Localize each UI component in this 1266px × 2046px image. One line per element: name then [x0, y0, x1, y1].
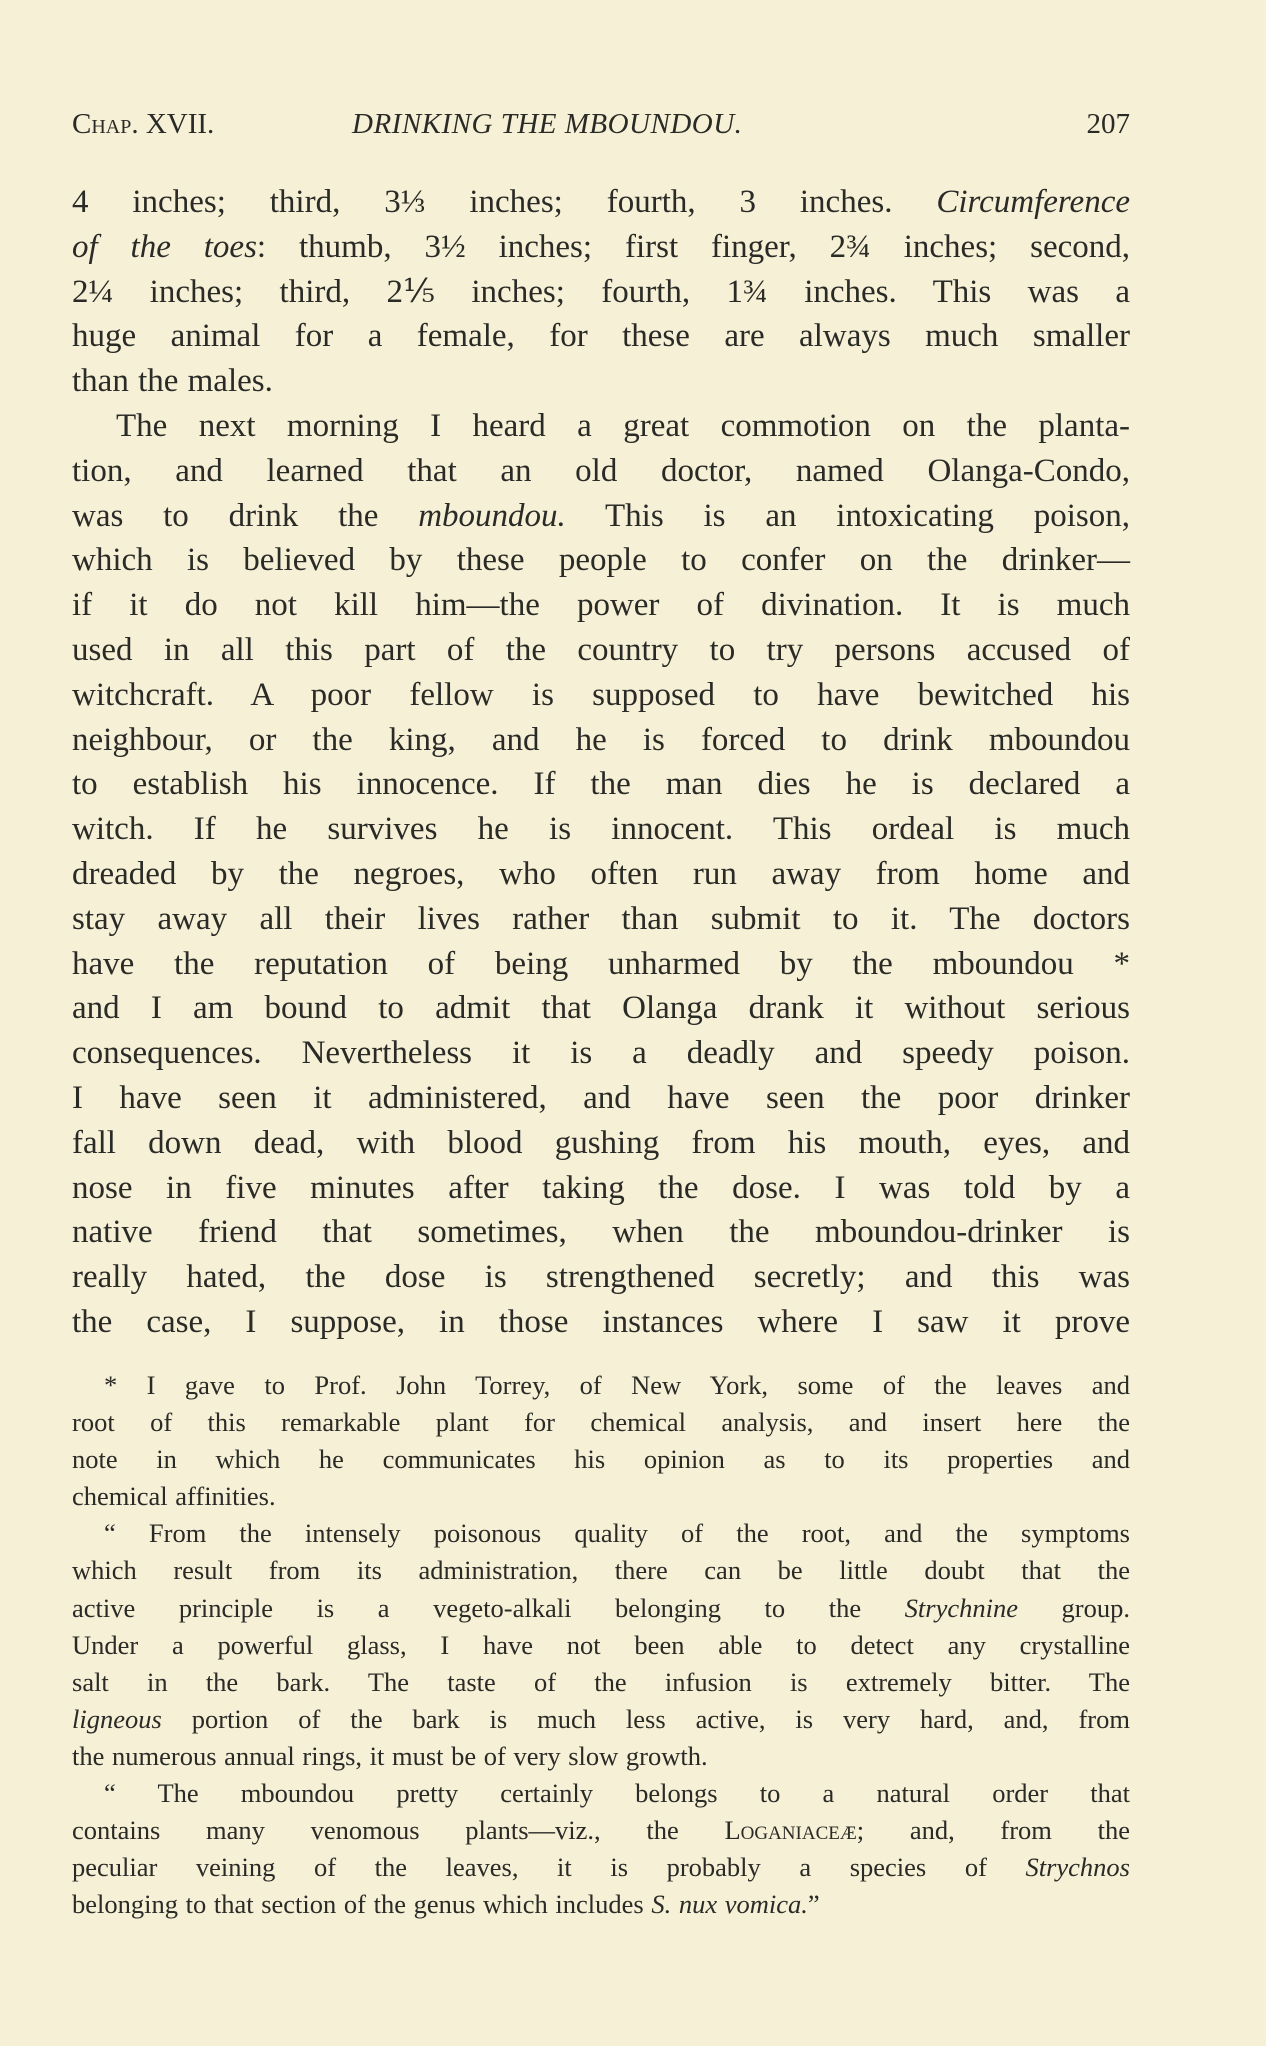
text-run: witchcraft. A poor fellow is supposed to have bewitched his [72, 676, 1130, 713]
chapter-label: Chap. XVII. [72, 108, 215, 140]
footnote-line [72, 1367, 1130, 1404]
footnote-line [72, 1441, 1130, 1478]
footnote-line [72, 1775, 1130, 1812]
text-run: native friend that sometimes, when the mboundou-drinker is [72, 1214, 1130, 1251]
text-run: The next morning I heard a great commotion on the planta- [116, 407, 1130, 444]
body-line [72, 1031, 1130, 1076]
text-run: Under a powerful glass, I have not been able to detect any crystalline [72, 1629, 1130, 1660]
footnote-line [72, 1886, 1130, 1923]
italic-text: of the toes [72, 228, 257, 265]
text-run: have the reputation of being unharmed by the mboundou * [72, 945, 1130, 982]
text-run: consequences. Nevertheless it is a deadly and speedy poison. [72, 1035, 1130, 1072]
text-run: was to drink the [72, 497, 419, 534]
body-line [72, 942, 1130, 987]
text-run: ; and, from the [856, 1815, 1130, 1846]
footnote-line [72, 1478, 1130, 1515]
body-line [72, 494, 1130, 539]
text-run: tion, and learned that an old doctor, named Olanga-Condo, [72, 452, 1130, 489]
italic-text: Circumference [936, 184, 1130, 220]
body-line [72, 673, 1130, 718]
text-run: which is believed by these people to confer on the drinker— [72, 542, 1130, 579]
body-line [72, 359, 1130, 404]
text-run: which result from its administration, there can be little doubt that the [72, 1555, 1130, 1586]
italic-text: Strychnine [904, 1592, 1018, 1623]
text-run: ” [807, 1889, 820, 1920]
text-run: really hated, the dose is strengthened secretly; and this was [72, 1259, 1130, 1296]
text-run: salt in the bark. The taste of the infusion is extremely bitter. The [72, 1666, 1130, 1697]
text-run: “ From the intensely poisonous quality of the root, and the symptoms [104, 1518, 1130, 1549]
footnote-line [72, 1849, 1130, 1886]
text-run: belonging to that section of the genus which includes [72, 1889, 652, 1920]
text-run: I have seen it administered, and have seen the poor drinker [72, 1079, 1130, 1116]
footnote-line [72, 1590, 1130, 1627]
italic-text: Strychnos [1025, 1852, 1130, 1883]
body-line [72, 762, 1130, 807]
body-line [72, 270, 1130, 315]
footnote-line [72, 1701, 1130, 1738]
text-run: if it do not kill him—the power of divination. It is much [72, 587, 1130, 624]
body-line [72, 314, 1130, 359]
text-run: used in all this part of the country to try persons accused of [72, 631, 1130, 668]
text-run: nose in five minutes after taking the dose. I was told by a [72, 1169, 1130, 1206]
body-line [72, 1166, 1130, 1211]
footnote-line [72, 1515, 1130, 1552]
body-line [72, 538, 1130, 583]
body-line [72, 628, 1130, 673]
footnote-line [72, 1627, 1130, 1664]
body-line [72, 404, 1130, 449]
text-run: neighbour, or the king, and he is forced to drink mboundou [72, 721, 1130, 758]
body-line [72, 1300, 1130, 1345]
text-run: and I am bound to admit that Olanga drank it without serious [72, 990, 1130, 1027]
italic-text: mboundou. [418, 497, 566, 534]
body-line [72, 1255, 1130, 1300]
text-run: the case, I suppose, in those instances where I saw it prove [72, 1303, 1130, 1340]
body-line [72, 449, 1130, 494]
running-title: DRINKING THE MBOUNDOU. [352, 108, 743, 140]
body-line [72, 583, 1130, 628]
text-run: active principle is a vegeto-alkali belonging to the [72, 1592, 905, 1623]
text-run: 4 inches; third, 3⅓ inches; fourth, 3 inches. [72, 184, 937, 220]
body-line [72, 1121, 1130, 1166]
text-run: peculiar veining of the leaves, it is probably a species of [72, 1852, 1026, 1883]
running-header [72, 108, 1130, 148]
text-run: root of this remarkable plant for chemical analysis, and insert here the [72, 1407, 1130, 1438]
body-line [72, 1210, 1130, 1255]
text-run: “ The mboundou pretty certainly belongs to a natural order that [104, 1778, 1130, 1809]
text-run: the numerous annual rings, it must be of very slow growth. [72, 1740, 708, 1771]
body-line [72, 897, 1130, 942]
body-line [72, 807, 1130, 852]
body-line [72, 1076, 1130, 1121]
text-run: * I gave to Prof. John Torrey, of New York, some of the leaves and [104, 1370, 1130, 1400]
text-run: stay away all their lives rather than submit to it. The doctors [72, 900, 1130, 937]
italic-text: S. nux vomica. [651, 1889, 808, 1920]
text-run: portion of the bark is much less active, is very hard, and, from [161, 1703, 1130, 1734]
text-run: witch. If he survives he is innocent. This ordeal is much [72, 811, 1130, 848]
page-number: 207 [1086, 108, 1130, 140]
footnote-line [72, 1738, 1130, 1775]
footnote-line [72, 1664, 1130, 1701]
footnote-line [72, 1812, 1130, 1849]
text-run: fall down dead, with blood gushing from his mouth, eyes, and [72, 1124, 1130, 1161]
body-line [72, 225, 1130, 270]
italic-text: ligneous [72, 1703, 162, 1734]
text-run: contains many venomous plants—viz., the [72, 1815, 725, 1846]
footnote-line [72, 1404, 1130, 1441]
text-run: This is an intoxicating poison, [565, 497, 1130, 534]
text-run: : thumb, 3½ inches; first finger, 2¾ inches; second, [256, 228, 1130, 265]
body-line [72, 718, 1130, 763]
small-caps-text: Loganiaceæ [724, 1815, 857, 1846]
text-run: note in which he communicates his opinion as to its properties and [72, 1444, 1130, 1475]
text-run: to establish his innocence. If the man dies he is declared a [72, 766, 1130, 803]
text-run: group. [1017, 1592, 1130, 1623]
body-line [72, 852, 1130, 897]
text-run: dreaded by the negroes, who often run away from home and [72, 855, 1130, 892]
footnote-line [72, 1552, 1130, 1589]
text-run: than the males. [72, 363, 273, 400]
body-line [72, 180, 1130, 225]
text-run: huge animal for a female, for these are always much smaller [72, 318, 1130, 355]
text-run: chemical affinities. [72, 1481, 276, 1512]
body-text [72, 180, 1130, 1345]
body-line [72, 986, 1130, 1031]
text-run: 2¼ inches; third, 2⅕ inches; fourth, 1¾ inches. This was a [72, 273, 1130, 310]
footnote [72, 1367, 1130, 1923]
